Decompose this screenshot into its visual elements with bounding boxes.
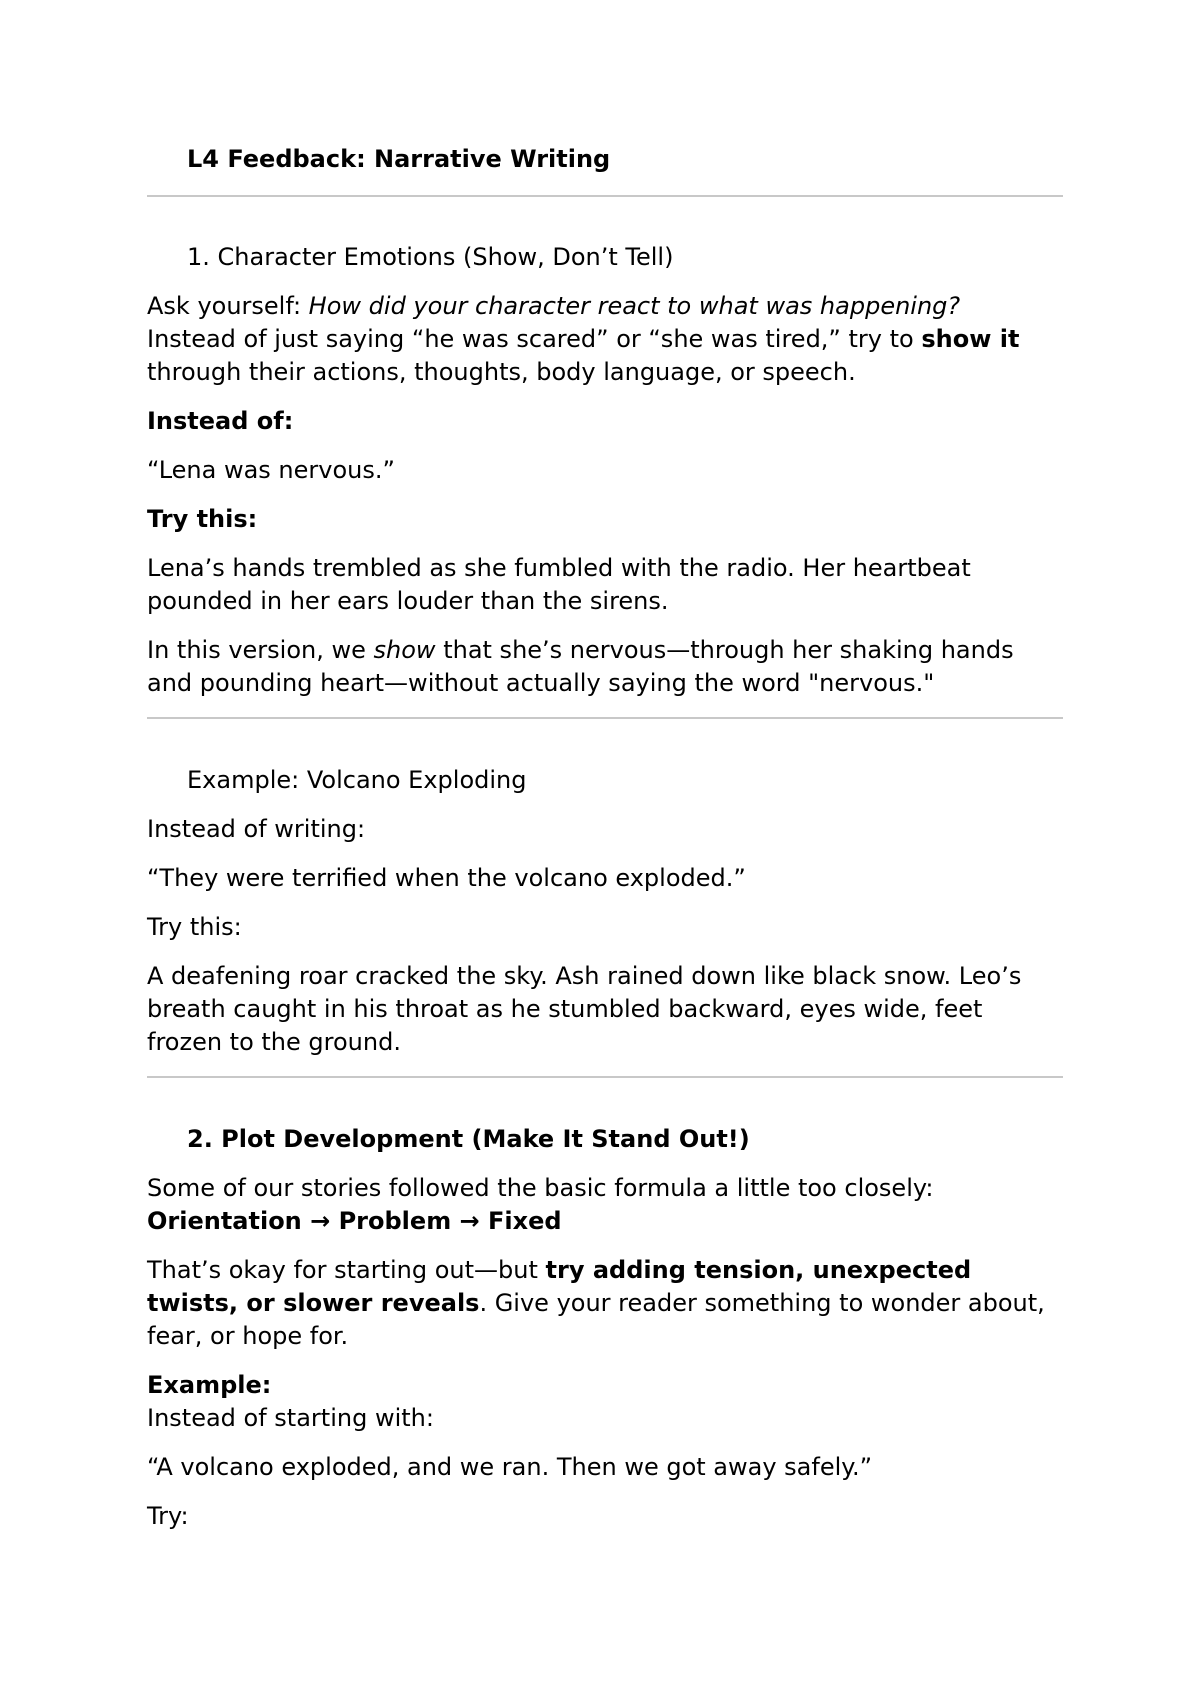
example-instead-label: Instead of writing: <box>147 815 366 843</box>
example-quote: “They were terrified when the volcano exploded.” <box>147 864 746 892</box>
try-this-line-1: Lena’s hands trembled as she fumbled with the radio. Her heartbeat <box>147 554 971 582</box>
section-1-heading: 1. Character Emotions (Show, Don’t Tell) <box>187 243 674 271</box>
divider <box>147 1076 1063 1078</box>
ask-yourself-line: Ask yourself: How did your character react to what was happening? <box>147 292 961 320</box>
version-line-2: and pounding heart—without actually saying the word "nervous." <box>147 669 935 697</box>
plot-try-label: Try: <box>147 1502 189 1530</box>
instead-of-quote: “Lena was nervous.” <box>147 456 395 484</box>
try-this-line-2: pounded in her ears louder than the sirens. <box>147 587 669 615</box>
through-actions-line: through their actions, thoughts, body language, or speech. <box>147 358 856 386</box>
example-line-2: breath caught in his throat as he stumbled backward, eyes wide, feet <box>147 995 983 1023</box>
plot-formula: Orientation → Problem → Fixed <box>147 1207 562 1235</box>
instead-of-label: Instead of: <box>147 407 294 435</box>
example-line-3: frozen to the ground. <box>147 1028 401 1056</box>
plot-intro-line: Some of our stories followed the basic formula a little too closely: <box>147 1174 934 1202</box>
plot-example-label: Example: <box>147 1371 272 1399</box>
plot-quote: “A volcano exploded, and we ran. Then we got away safely.” <box>147 1453 873 1481</box>
try-this-label: Try this: <box>147 505 258 533</box>
okay-line-3: fear, or hope for. <box>147 1322 349 1350</box>
example-line-1: A deafening roar cracked the sky. Ash rained down like black snow. Leo’s <box>147 962 1022 990</box>
instead-saying-line: Instead of just saying “he was scared” or “she was tired,” try to show it <box>147 325 1020 353</box>
plot-starting-label: Instead of starting with: <box>147 1404 434 1432</box>
document-title: L4 Feedback: Narrative Writing <box>187 145 611 173</box>
okay-line-2: twists, or slower reveals. Give your reader something to wonder about, <box>147 1289 1045 1317</box>
example-heading: Example: Volcano Exploding <box>187 766 527 794</box>
section-2-heading: 2. Plot Development (Make It Stand Out!) <box>187 1125 750 1153</box>
okay-line-1: That’s okay for starting out—but try adding tension, unexpected <box>147 1256 972 1284</box>
example-try-label: Try this: <box>147 913 242 941</box>
version-line-1: In this version, we show that she’s nervous—through her shaking hands <box>147 636 1014 664</box>
divider <box>147 195 1063 197</box>
divider <box>147 717 1063 719</box>
